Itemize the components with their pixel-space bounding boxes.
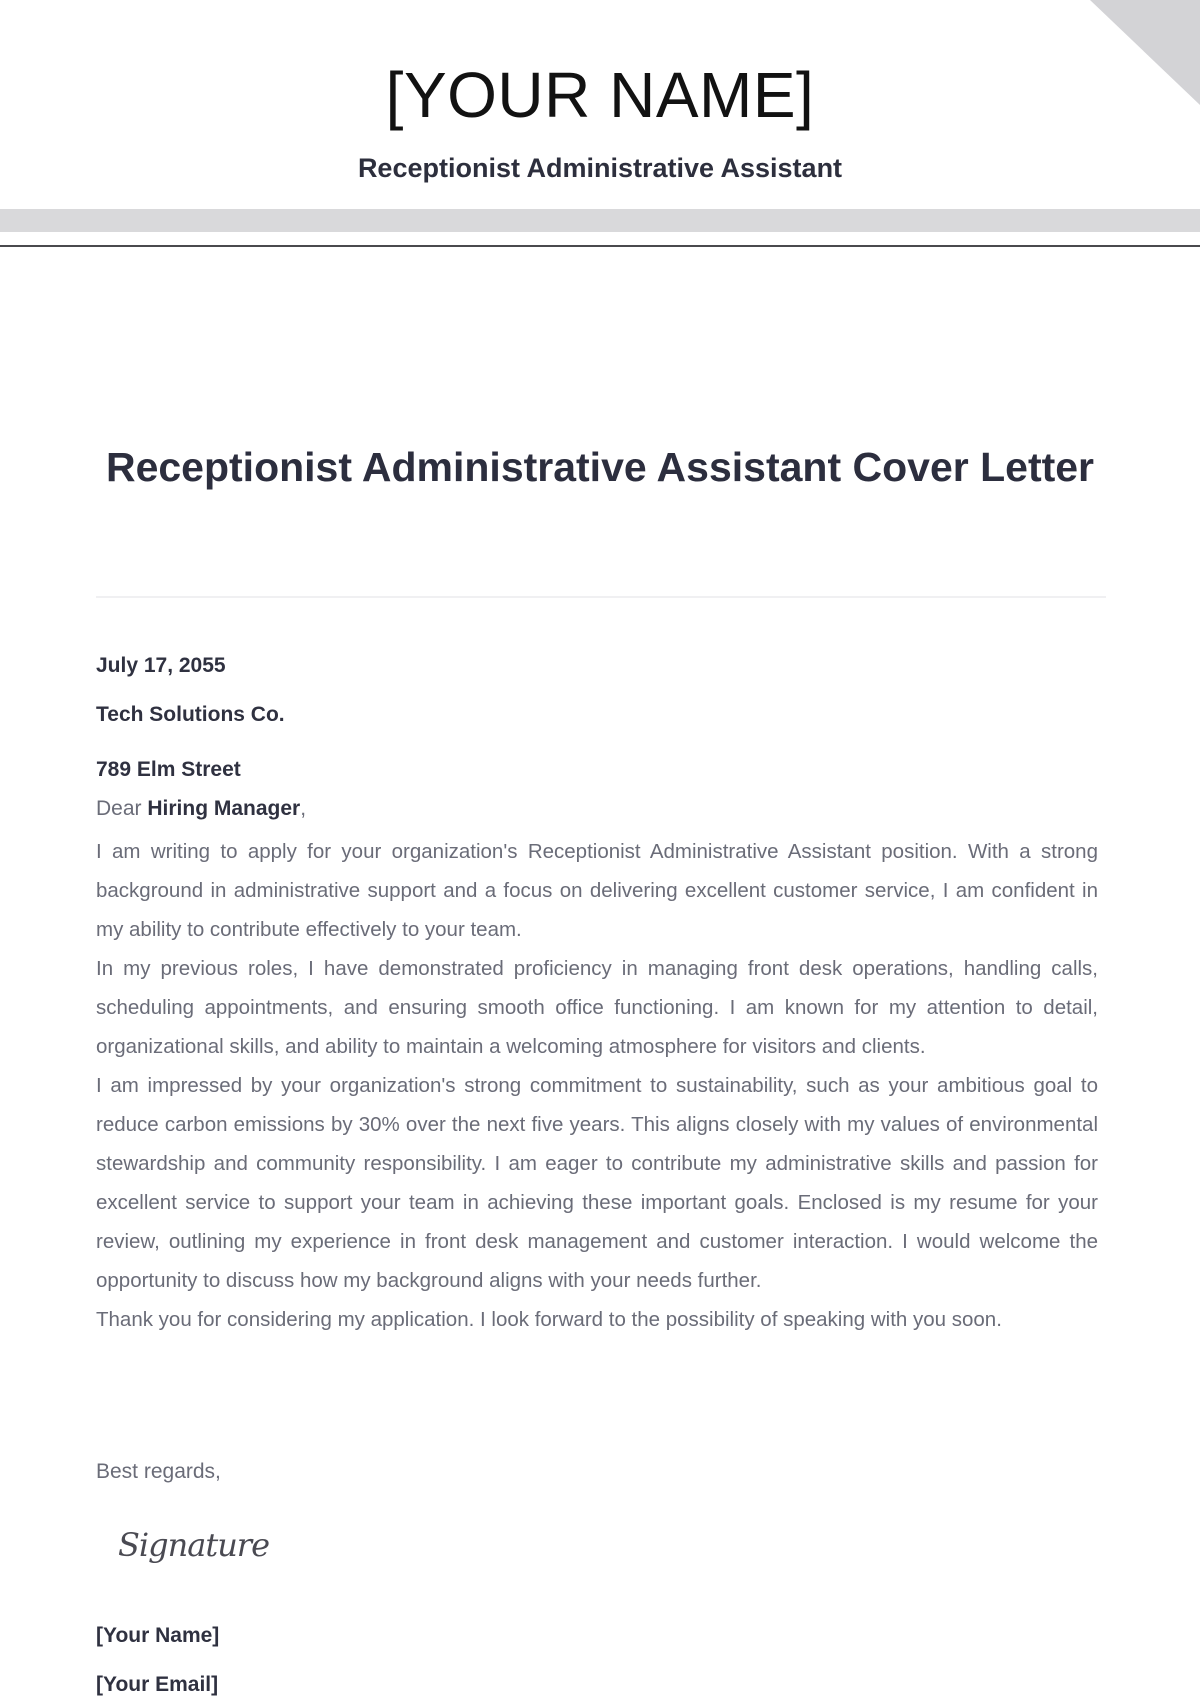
company-address: 789 Elm Street xyxy=(96,758,241,781)
letter-date: July 17, 2055 xyxy=(96,654,226,677)
body-paragraph-2: In my previous roles, I have demonstrated proficiency in managing front desk operations, handling calls, scheduling appointments, and ensuring smooth office functioning. I am known for my attention to detail, organizational skills, and ability to maintain a welcoming atmosphere for visitors and clients. xyxy=(96,957,1098,1058)
salutation-suffix: , xyxy=(300,797,307,820)
sender-email: [Your Email] xyxy=(96,1673,219,1696)
salutation-prefix: Dear xyxy=(96,797,148,820)
company-name: Tech Solutions Co. xyxy=(96,703,285,726)
header-band xyxy=(0,209,1200,232)
body-paragraph-3: I am impressed by your organization's strong commitment to sustainability, such as your ambitious goal to reduce carbon emissions by 30% over the next five years. This aligns closely with my values of environmental stewardship and community responsibility. I am eager to contribute my administrative skills and passion for excellent service to support your team in achieving these important goals. Enclosed is my resume for your review, outlining my experience in front desk management and customer interaction. I would welcome the opportunity to discuss how my background aligns with your needs further. xyxy=(96,1074,1098,1292)
body-paragraph-4: Thank you for considering my application. I look forward to the possibility of speaking with you soon. xyxy=(96,1308,1002,1331)
letter-body xyxy=(96,832,1098,1339)
header-name: [YOUR NAME] xyxy=(385,59,815,131)
letter-title: Receptionist Administrative Assistant Cover Letter xyxy=(105,444,1095,490)
header-role: Receptionist Administrative Assistant xyxy=(357,153,843,183)
salutation-name: Hiring Manager xyxy=(147,797,301,820)
signature: Signature xyxy=(118,1526,270,1564)
title-divider xyxy=(96,596,1106,598)
closing: Best regards, xyxy=(96,1460,221,1483)
salutation xyxy=(96,795,306,823)
body-paragraph-1: I am writing to apply for your organization's Receptionist Administrative Assistant position. With a strong background in administrative support and a focus on delivering excellent customer service, I am confident in my ability to contribute effectively to your team. xyxy=(96,840,1098,941)
sender-name: [Your Name] xyxy=(96,1624,220,1647)
header-rule xyxy=(0,245,1200,247)
